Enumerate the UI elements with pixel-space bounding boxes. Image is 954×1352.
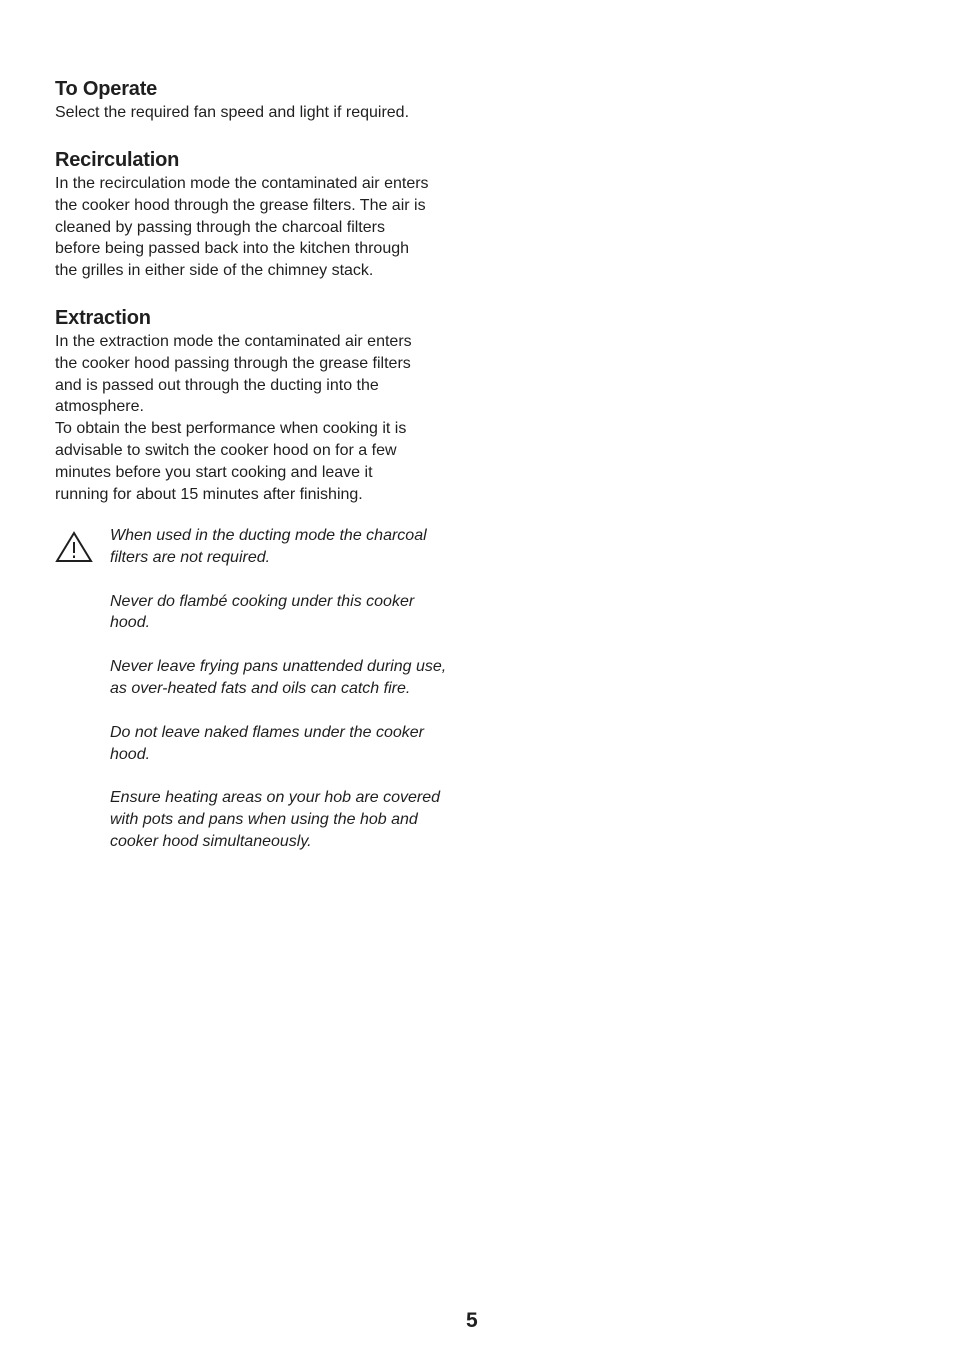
warning-line: filters are not required. bbox=[110, 548, 271, 566]
paragraph-line: the cooker hood through the grease filters. The air is bbox=[55, 196, 426, 214]
warning-line: hood. bbox=[110, 614, 151, 632]
warning-item bbox=[110, 722, 480, 766]
warning-item bbox=[110, 656, 480, 700]
paragraph-line: In the recirculation mode the contaminated air enters bbox=[55, 175, 429, 192]
paragraph-line: atmosphere. bbox=[55, 398, 144, 416]
paragraph-line: minutes before you start cooking and leave it bbox=[55, 463, 373, 481]
paragraph-line: the grilles in either side of the chimney stack. bbox=[55, 262, 374, 280]
warning-line: Never leave frying pans unattended during use, bbox=[110, 658, 447, 676]
warning-line: Ensure heating areas on your hob are covered bbox=[110, 789, 440, 807]
warning-line: Never do flambé cooking under this cooker bbox=[110, 592, 415, 610]
section-heading-to-operate: To Operate bbox=[55, 78, 158, 100]
paragraph-line: and is passed out through the ducting into the bbox=[55, 376, 379, 394]
warning-item bbox=[110, 787, 480, 852]
paragraph-line: before being passed back into the kitchen through bbox=[55, 240, 410, 258]
section-heading-extraction: Extraction bbox=[55, 307, 151, 329]
warning-list bbox=[110, 525, 480, 875]
paragraph-line: In the extraction mode the contaminated air enters bbox=[55, 333, 412, 350]
paragraph-line: cleaned by passing through the charcoal filters bbox=[55, 218, 385, 236]
warning-line: as over-heated fats and oils can catch fire. bbox=[110, 679, 411, 697]
warning-line: cooker hood simultaneously. bbox=[110, 832, 312, 850]
page-number: 5 bbox=[466, 1309, 478, 1332]
paragraph-line: running for about 15 minutes after finishing. bbox=[55, 485, 363, 503]
paragraph-line: To obtain the best performance when cooking it is bbox=[55, 420, 407, 438]
warning-item bbox=[110, 591, 480, 635]
warning-triangle-icon bbox=[55, 530, 93, 564]
section-to-operate bbox=[55, 76, 455, 124]
warning-line: hood. bbox=[110, 745, 151, 763]
section-extraction bbox=[55, 305, 455, 505]
section-recirculation bbox=[55, 147, 455, 282]
paragraph-line: Select the required fan speed and light if required. bbox=[55, 104, 410, 121]
warning-line: Do not leave naked flames under the cooker bbox=[110, 723, 424, 741]
section-heading-recirculation: Recirculation bbox=[55, 149, 180, 171]
warning-line: When used in the ducting mode the charcoal bbox=[110, 527, 427, 544]
warning-item bbox=[110, 525, 480, 569]
warning-line: with pots and pans when using the hob and bbox=[110, 811, 418, 829]
paragraph-line: advisable to switch the cooker hood on for a few bbox=[55, 441, 397, 459]
paragraph-line: the cooker hood passing through the grease filters bbox=[55, 354, 411, 372]
